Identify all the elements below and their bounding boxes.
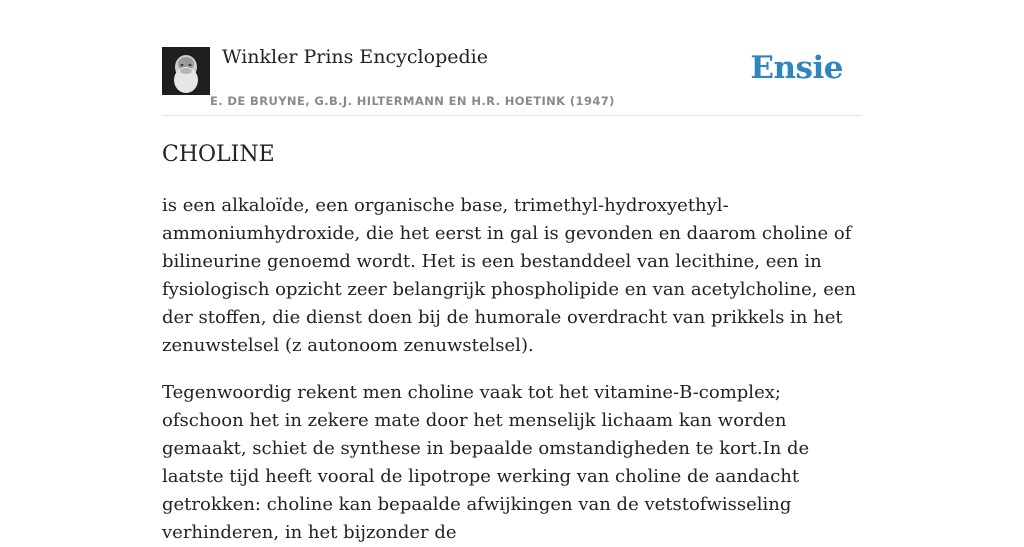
source-title[interactable]: Winkler Prins Encyclopedie — [222, 46, 488, 68]
author-avatar[interactable] — [162, 47, 210, 95]
entry-title: CHOLINE — [162, 142, 275, 167]
author-portrait-icon — [162, 47, 210, 95]
entry-body — [162, 192, 862, 547]
link-autonoom-zenuwstelsel[interactable]: autonoom zenuwstelsel — [307, 335, 521, 356]
source-header — [162, 0, 862, 116]
entry-paragraph — [162, 192, 862, 360]
ensie-logo[interactable]: Ensie — [750, 50, 843, 86]
page-container — [162, 0, 862, 543]
paragraph-text: ). — [520, 335, 534, 356]
paragraph-text: is een alkaloïde, een organische base, trimethyl-hydroxyethyl-ammoniumhydroxide, die het eerst in gal is gevonden en daarom choline of bilineurine genoemd wordt. Het is een bestanddeel van lecithine, een in fysiologisch opzicht zeer belangrijk phospholipide en van acetylcholine, een der stoffen, die dienst doen bij de humorale overdracht van prikkels in het zenuwstelsel (z — [162, 195, 857, 356]
entry-paragraph: Tegenwoordig rekent men choline vaak tot het vitamine-B-complex; ofschoon het in zekere mate door het menselijk lichaam kan worden gemaakt, schiet de synthese in bepaalde omstandigheden te kort.In de laatste tijd heeft vooral de lipotrope werking van choline de aandacht getrokken: choline kan bepaalde afwijkingen van de vetstofwisseling verhinderen, in het bijzonder de — [162, 382, 810, 543]
source-authors: E. DE BRUYNE, G.B.J. HILTERMANN EN H.R. HOETINK (1947) — [210, 94, 615, 108]
